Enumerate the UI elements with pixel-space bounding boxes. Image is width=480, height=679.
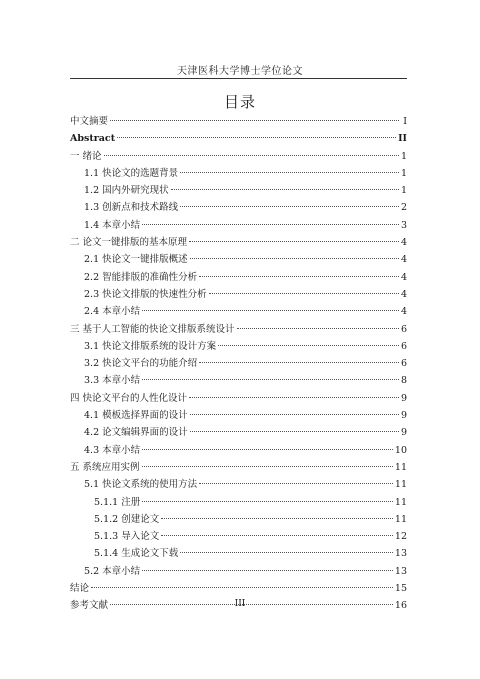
- toc-entry-page: 4: [400, 237, 407, 249]
- toc-leader-dots: [142, 310, 399, 311]
- toc-entry-label: 1.3 创新点和技术路线: [84, 202, 179, 214]
- toc-leader-dots: [142, 379, 399, 380]
- toc-entry[interactable]: [70, 338, 407, 355]
- toc-leader-dots: [190, 258, 399, 259]
- toc-entry[interactable]: [70, 494, 407, 511]
- toc-entry-label: 5.1.1 注册: [94, 496, 141, 508]
- toc-entry[interactable]: [70, 511, 407, 528]
- toc-entry[interactable]: [70, 545, 407, 562]
- toc-entry-page: 9: [400, 392, 407, 404]
- running-header: 天津医科大学博士学位论文: [177, 66, 303, 77]
- toc-leader-dots: [180, 552, 393, 553]
- toc-entry-label: 3.1 快论文排版系统的设计方案: [84, 340, 217, 352]
- toc-leader-dots: [142, 449, 393, 450]
- toc-entry-label: 4.3 本章小结: [84, 444, 141, 456]
- toc-entry-page: 6: [400, 340, 407, 352]
- toc-entry-page: I: [403, 116, 407, 127]
- toc-entry[interactable]: [70, 199, 407, 216]
- toc-entry[interactable]: [70, 217, 407, 234]
- toc-entry[interactable]: [70, 321, 407, 338]
- toc-entry-label: 2.3 快论文排版的快速性分析: [84, 288, 207, 300]
- toc-entry-label: 2.4 本章小结: [84, 306, 141, 318]
- toc-leader-dots: [199, 483, 393, 484]
- toc-leader-dots: [189, 241, 399, 242]
- toc-entry[interactable]: [70, 528, 407, 545]
- toc-entry-label: 4.2 论文编辑界面的设计: [84, 427, 188, 439]
- toc-leader-dots: [161, 535, 393, 536]
- toc-entry-label: 5.1.2 创建论文: [94, 513, 160, 525]
- toc-entry-page: 3: [400, 219, 407, 231]
- toc-leader-dots: [142, 501, 393, 502]
- toc-entry-page: 4: [400, 271, 407, 283]
- toc-entry-page: 11: [394, 479, 407, 491]
- toc-entry-label: 1.2 国内外研究现状: [84, 185, 169, 197]
- toc-leader-dots: [161, 518, 393, 519]
- toc-entry-page: 4: [400, 254, 407, 266]
- toc-entry-label: 中文摘要: [70, 116, 109, 127]
- toc-leader-dots: [237, 328, 399, 329]
- table-of-contents: [70, 113, 407, 615]
- toc-entry-page: 16: [394, 600, 407, 612]
- toc-entry-page: 1: [400, 185, 407, 197]
- toc-entry-page: 11: [394, 496, 407, 508]
- toc-entry-label: 一 绪论: [70, 150, 102, 162]
- toc-entry-page: 6: [400, 358, 407, 370]
- toc-entry-page: 9: [400, 427, 407, 439]
- toc-entry-label: 1.1 快论文的选题背景: [84, 167, 179, 179]
- toc-leader-dots: [209, 293, 399, 294]
- toc-entry[interactable]: [70, 580, 407, 597]
- toc-entry-page: 8: [400, 375, 407, 387]
- toc-entry-page: 11: [394, 513, 407, 525]
- toc-leader-dots: [104, 155, 399, 156]
- toc-leader-dots: [142, 466, 393, 467]
- toc-entry[interactable]: [70, 563, 407, 580]
- toc-entry-label: 1.4 本章小结: [84, 219, 141, 231]
- toc-entry[interactable]: [70, 407, 407, 424]
- toc-entry[interactable]: [70, 286, 407, 303]
- toc-entry-page: 12: [394, 531, 407, 543]
- toc-entry-page: 4: [400, 288, 407, 300]
- toc-entry[interactable]: [70, 130, 407, 147]
- toc-entry[interactable]: [70, 424, 407, 441]
- toc-entry[interactable]: [70, 234, 407, 251]
- toc-entry-label: 结论: [70, 583, 90, 595]
- toc-leader-dots: [189, 397, 399, 398]
- toc-leader-dots: [190, 431, 399, 432]
- toc-entry-label: 4.1 模板选择界面的设计: [84, 410, 188, 422]
- toc-entry-label: 2.1 快论文一键排版概述: [84, 254, 188, 266]
- toc-entry[interactable]: [70, 476, 407, 493]
- toc-entry[interactable]: [70, 303, 407, 320]
- toc-leader-dots: [180, 206, 399, 207]
- toc-entry-label: 5.1.3 导入论文: [94, 531, 160, 543]
- toc-entry-label: 五 系统应用实例: [70, 461, 140, 473]
- toc-leader-dots: [190, 414, 399, 415]
- toc-entry-page: 2: [400, 202, 407, 214]
- toc-entry[interactable]: [70, 165, 407, 182]
- toc-entry-label: 5.2 本章小结: [84, 565, 141, 577]
- toc-entry[interactable]: [70, 390, 407, 407]
- toc-entry-page: 4: [400, 306, 407, 318]
- toc-entry[interactable]: [70, 355, 407, 372]
- toc-entry-label: 3.3 本章小结: [84, 375, 141, 387]
- toc-leader-dots: [171, 189, 399, 190]
- toc-entry-label: 3.2 快论文平台的功能介绍: [84, 358, 198, 370]
- toc-entry[interactable]: [70, 251, 407, 268]
- toc-entry[interactable]: [70, 459, 407, 476]
- toc-leader-dots: [180, 172, 399, 173]
- toc-entry-page: 13: [394, 565, 407, 577]
- toc-entry-label: 二 论文一键排版的基本原理: [70, 237, 188, 249]
- toc-entry-label: 三 基于人工智能的快论文排版系统设计: [70, 323, 235, 335]
- toc-leader-dots: [91, 587, 393, 588]
- toc-leader-dots: [142, 570, 393, 571]
- toc-entry-page: 10: [394, 444, 407, 456]
- toc-entry-page: 6: [400, 323, 407, 335]
- toc-leader-dots: [142, 224, 399, 225]
- toc-entry-page: 11: [394, 461, 407, 473]
- toc-entry-label: Abstract: [70, 133, 116, 145]
- toc-entry-page: 15: [394, 583, 407, 595]
- toc-entry-page: 1: [400, 150, 407, 162]
- toc-entry[interactable]: [70, 182, 407, 199]
- toc-entry[interactable]: [70, 148, 407, 165]
- toc-entry-label: 四 快论文平台的人性化设计: [70, 392, 188, 404]
- toc-entry[interactable]: [70, 113, 407, 130]
- page-number: III: [234, 599, 246, 609]
- toc-entry-page: II: [398, 133, 407, 145]
- toc-entry-label: 5.1 快论文系统的使用方法: [84, 479, 198, 491]
- toc-entry[interactable]: [70, 269, 407, 286]
- toc-leader-dots: [117, 137, 396, 138]
- toc-entry[interactable]: [70, 442, 407, 459]
- toc-entry-page: 13: [394, 548, 407, 560]
- toc-entry-label: 2.2 智能排版的准确性分析: [84, 271, 198, 283]
- header-rule: [70, 78, 407, 79]
- toc-entry-page: 9: [400, 410, 407, 422]
- toc-entry[interactable]: [70, 372, 407, 389]
- toc-entry-page: 1: [400, 167, 407, 179]
- toc-entry-label: 参考文献: [70, 600, 109, 612]
- toc-leader-dots: [218, 345, 399, 346]
- toc-title: 目录: [223, 93, 256, 111]
- toc-entry-label: 5.1.4 生成论文下载: [94, 548, 179, 560]
- toc-leader-dots: [199, 276, 399, 277]
- toc-leader-dots: [110, 120, 399, 121]
- toc-leader-dots: [199, 362, 399, 363]
